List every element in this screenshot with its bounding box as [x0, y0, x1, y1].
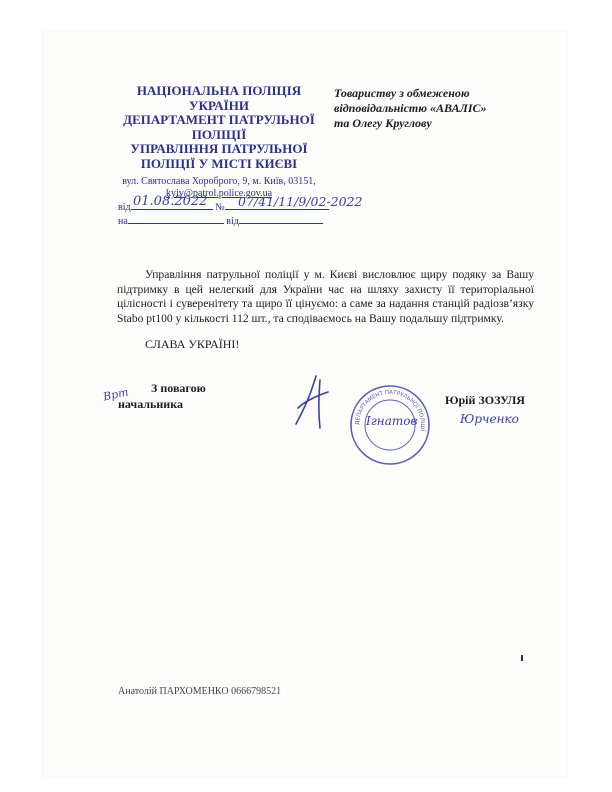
handwritten-date: 01.08.2022	[133, 194, 208, 209]
letterhead-line: ПОЛІЦІЇ	[191, 126, 247, 142]
recipient-line: Товариству з обмеженою	[334, 86, 470, 100]
signatory-name: Юрій ЗОЗУЛЯ	[445, 393, 525, 407]
number-label: №	[215, 202, 225, 213]
handwritten-name-2: Юрченко	[460, 412, 519, 426]
registration-line-2	[118, 216, 323, 227]
handwritten-prefix: Врт	[101, 385, 130, 404]
letterhead-line: ДЕПАРТАМЕНТ ПАТРУЛЬНОЇ	[123, 112, 315, 127]
recipient-line: відповідальністю «АВАЛІС»	[334, 101, 487, 115]
recipient-line: та Олегу Круглову	[334, 116, 432, 130]
respect-line-2: начальника	[118, 397, 183, 411]
letterhead-line: УКРАЇНИ	[189, 97, 249, 113]
letter-body: Управління патрульної поліції у м. Києві висловлює щиру подяку за Вашу підтримку в цей нелегкий для України час на шляху захисту її територіальної цілісності і суверенітету та щиро її цінуємо: а саме за надання станцій радіозв’язку Stabo pt100 у кількості 112 шт., та сподіваємось на Вашу подальшу підтримку.	[117, 268, 534, 325]
page-mark	[521, 655, 523, 661]
signature-scribble-icon	[286, 372, 332, 432]
recipient-block	[334, 86, 534, 131]
respect-line-1: З повагою	[151, 381, 206, 395]
closing-text: СЛАВА УКРАЇНІ!	[145, 337, 240, 351]
executor-line: Анатолій ПАРХОМЕНКО 0666798521	[118, 686, 282, 697]
respect-block	[118, 380, 206, 412]
handwritten-name-1: Ігнатов	[366, 414, 418, 428]
from-label: від	[118, 202, 131, 213]
stamp-text: ДЕПАРТАМЕНТ ПАТРУЛЬНОЇ ПОЛІЦІЇ	[354, 389, 426, 432]
letterhead-line: УПРАВЛІННЯ ПАТРУЛЬНОЇ	[130, 141, 308, 156]
email-text: kyiv@patrol.police.gov.ua	[165, 188, 273, 199]
letterhead	[108, 84, 330, 171]
handwritten-number: 07/41/11/9/02-2022	[238, 194, 363, 209]
address-line: вул. Святослава Хороброго, 9, м. Київ, 03151,	[122, 176, 316, 187]
on-label: на	[118, 216, 128, 227]
from2-label: від	[226, 216, 239, 227]
letterhead-line: НАЦІОНАЛЬНА ПОЛІЦІЯ	[136, 83, 302, 98]
letterhead-line: ПОЛІЦІЇ У МІСТІ КИЄВІ	[140, 155, 298, 171]
